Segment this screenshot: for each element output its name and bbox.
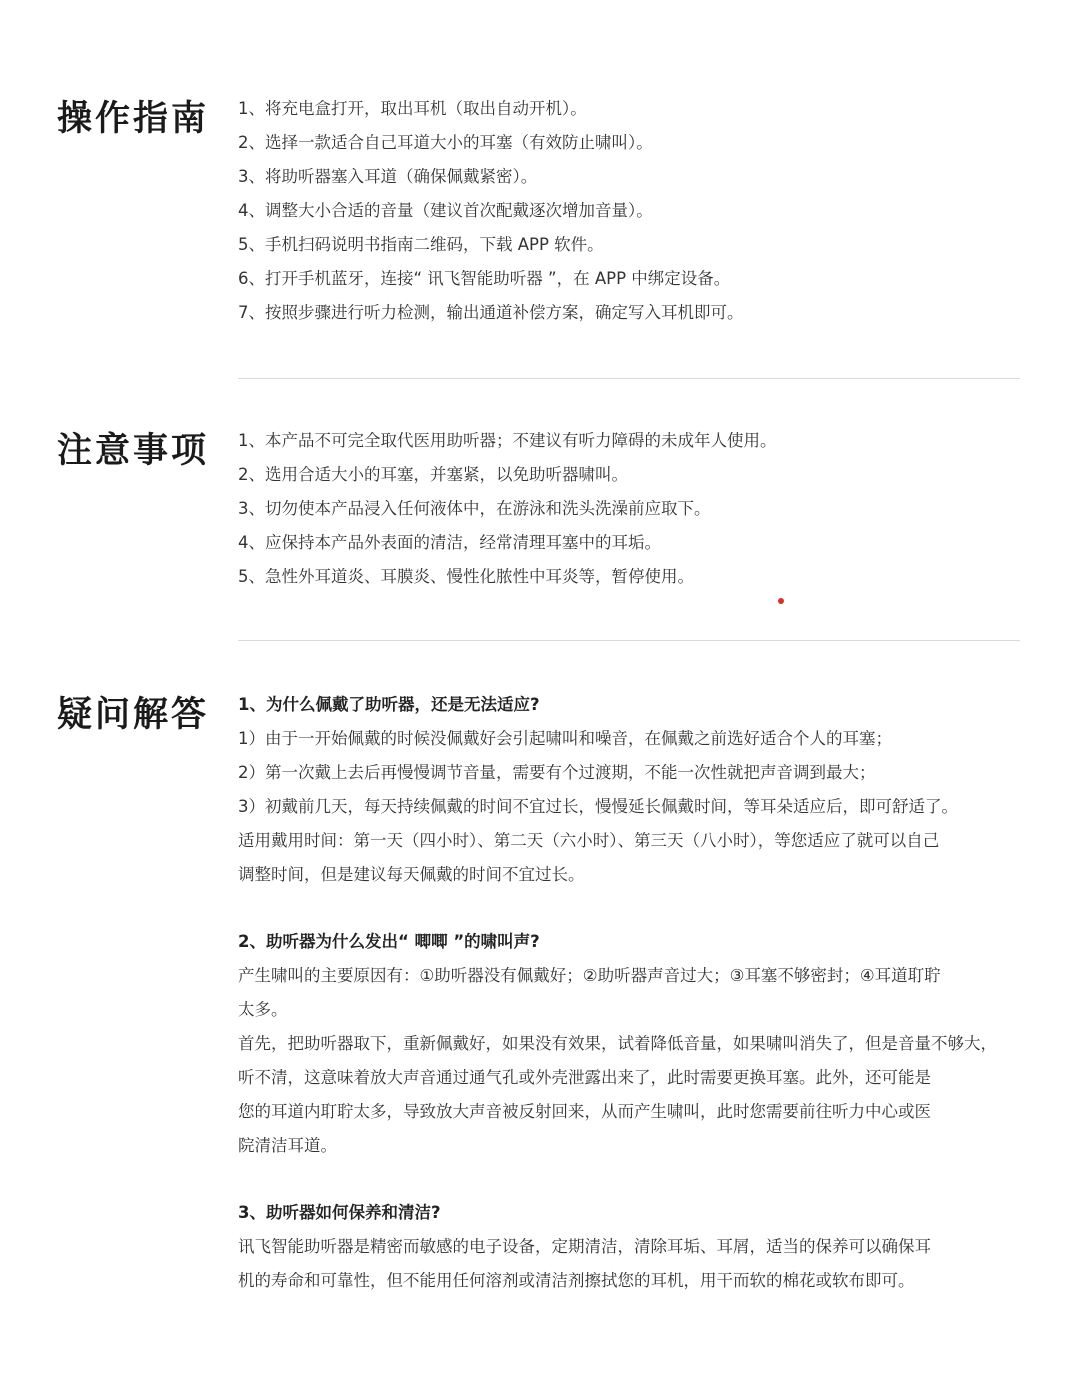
faq-answer-line: 3）初戴前几天，每天持续佩戴的时间不宜过长，慢慢延长佩戴时间，等耳朵适应后，即可舒适了。 [238, 797, 958, 816]
faq-answer-line: 讯飞智能助听器是精密而敏感的电子设备，定期清洁，清除耳垢、耳屑，适当的保养可以确保耳 [238, 1237, 931, 1256]
faq-answer-line: 听不清，这意味着放大声音通过通气孔或外壳泄露出来了，此时需要更换耳塞。此外，还可能是 [238, 1068, 931, 1087]
operation-step: 1、将充电盒打开，取出耳机（取出自动开机）。 [238, 99, 587, 118]
notice-item: 2、选用合适大小的耳塞，并塞紧，以免助听器啸叫。 [238, 465, 628, 484]
faq-answer-line: 适用戴用时间：第一天（四小时）、第二天（六小时）、第三天（八小时），等您适应了就可以自己 [238, 831, 940, 850]
section-divider [238, 378, 1020, 379]
faq-answer-line: 机的寿命和可靠性，但不能用任何溶剂或清洁剂擦拭您的耳机，用干而软的棉花或软布即可。 [238, 1271, 915, 1290]
faq-answer-line: 首先，把助听器取下，重新佩戴好，如果没有效果，试着降低音量，如果啸叫消失了，但是音量不够大， [238, 1034, 997, 1053]
operation-step: 5、手机扫码说明书指南二维码，下载 APP 软件。 [238, 235, 604, 254]
notice-item: 4、应保持本产品外表面的清洁，经常清理耳塞中的耳垢。 [238, 533, 661, 552]
notice-title: 注意事项 [57, 431, 210, 471]
faq-answer-line: 调整时间，但是建议每天佩戴的时间不宜过长。 [238, 865, 585, 884]
faq-question: 2、助听器为什么发出“ 唧唧 ”的啸叫声? [238, 932, 540, 951]
faq-answer-line: 院清洁耳道。 [238, 1136, 337, 1155]
notice-items [238, 424, 1038, 594]
faq-title: 疑问解答 [57, 695, 210, 735]
faq-question: 1、为什么佩戴了助听器，还是无法适应? [238, 695, 540, 714]
notice-item: 5、急性外耳道炎、耳膜炎、慢性化脓性中耳炎等，暂停使用。 [238, 567, 694, 586]
section-divider [238, 640, 1020, 641]
faq-answer-line: 2）第一次戴上去后再慢慢调节音量，需要有个过渡期，不能一次性就把声音调到最大； [238, 763, 876, 782]
faq-answer-line: 太多。 [238, 1000, 288, 1019]
operation-guide-steps [238, 92, 1038, 330]
operation-guide-title: 操作指南 [57, 99, 210, 139]
faq-content [238, 688, 1038, 1298]
faq-answer-line: 您的耳道内耵聍太多，导致放大声音被反射回来，从而产生啸叫，此时您需要前往听力中心或医 [238, 1102, 931, 1121]
notice-item: 3、切勿使本产品浸入任何液体中，在游泳和洗头洗澡前应取下。 [238, 499, 711, 518]
faq-answer-line: 产生啸叫的主要原因有：①助听器没有佩戴好；②助听器声音过大；③耳塞不够密封；④耳道耵聍 [238, 966, 941, 985]
notice-item: 1、本产品不可完全取代医用助听器；不建议有听力障碍的未成年人使用。 [238, 431, 777, 450]
accent-dot [778, 598, 784, 604]
operation-step: 6、打开手机蓝牙，连接“ 讯飞智能助听器 ”，在 APP 中绑定设备。 [238, 269, 731, 288]
faq-question: 3、助听器如何保养和清洁? [238, 1203, 441, 1222]
operation-step: 2、选择一款适合自己耳道大小的耳塞（有效防止啸叫）。 [238, 133, 653, 152]
operation-step: 4、调整大小合适的音量（建议首次配戴逐次增加音量）。 [238, 201, 653, 220]
operation-step: 3、将助听器塞入耳道（确保佩戴紧密）。 [238, 167, 538, 186]
faq-answer-line: 1）由于一开始佩戴的时候没佩戴好会引起啸叫和噪音，在佩戴之前选好适合个人的耳塞； [238, 729, 892, 748]
operation-step: 7、按照步骤进行听力检测，输出通道补偿方案，确定写入耳机即可。 [238, 303, 744, 322]
